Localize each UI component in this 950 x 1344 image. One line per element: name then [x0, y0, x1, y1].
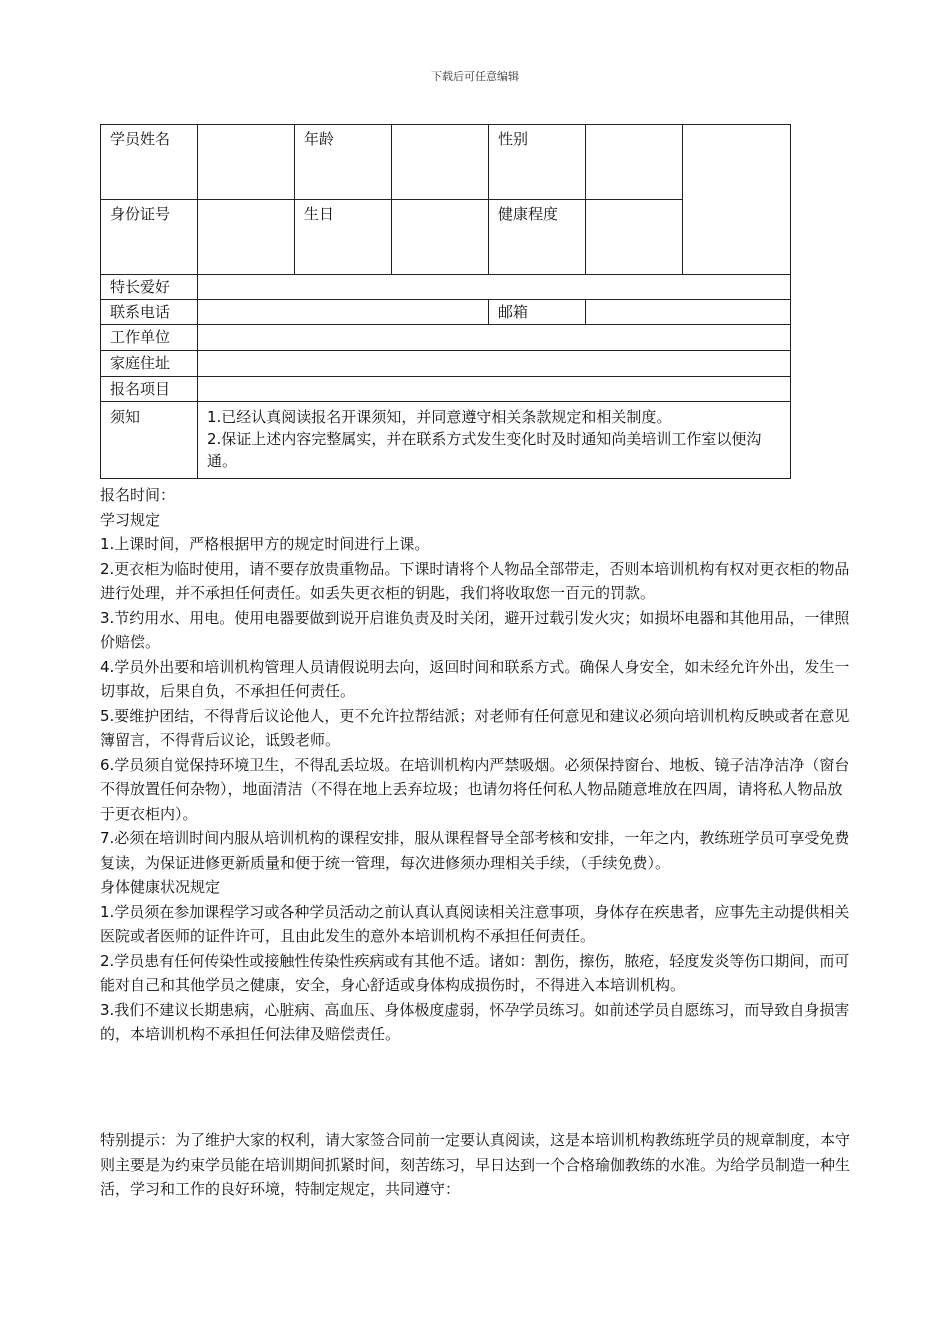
rule-item: 4.学员外出要和培训机构管理人员请假说明去向，返回时间和联系方式。确保人身安全，如未经允许外出，发生一切事故，后果自负，不承担任何责任。 [100, 657, 850, 700]
work-label: 工作单位 [101, 325, 198, 351]
photo-cell [683, 125, 791, 275]
notice-item: 2.保证上述内容完整属实，并在联系方式发生变化时及时通知尚美培训工作室以便沟通。 [207, 430, 762, 470]
special-notice-section [100, 1128, 852, 1202]
study-rules-title: 学习规定 [100, 510, 161, 529]
gender-label: 性别 [489, 125, 586, 200]
id-field[interactable] [198, 200, 295, 275]
health-rule-item: 3.我们不建议长期患病，心脏病、高血压、身体极度虚弱，怀孕学员练习。如前述学员自愿练习，而导致自身损害的，本培训机构不承担任何法律及赔偿责任。 [100, 1000, 850, 1043]
rules-section [100, 483, 852, 1047]
registration-form [100, 124, 791, 479]
birthday-field[interactable] [392, 200, 489, 275]
hobby-label: 特长爱好 [101, 275, 198, 300]
rule-item: 7.必须在培训时间内服从培训机构的课程安排，服从课程督导全部考核和安排，一年之内，教练班学员可享受免费复读，为保证进修更新质量和便于统一管理，每次进修须办理相关手续，（手续免费）。 [100, 829, 850, 872]
age-label: 年龄 [295, 125, 392, 200]
form-row [101, 402, 791, 479]
health-label: 健康程度 [489, 200, 586, 275]
rule-item: 1.上课时间，严格根据甲方的规定时间进行上课。 [100, 535, 430, 553]
hobby-field[interactable] [198, 275, 791, 300]
age-field[interactable] [392, 125, 489, 200]
form-row [101, 300, 791, 325]
project-field[interactable] [198, 377, 791, 402]
health-rules-title: 身体健康状况规定 [100, 878, 221, 896]
rule-item: 3.节约用水、用电。使用电器要做到说开启谁负责及时关闭，避开过载引发火灾；如损坏电器和其他用品，一律照价赔偿。 [100, 608, 850, 651]
rule-item: 2.更衣柜为临时使用，请不要存放贵重物品。下课时请将个人物品全部带走，否则本培训机构有权对更衣柜的物品进行处理，并不承担任何责任。如丢失更衣柜的钥匙，我们将收取您一百元的罚款。 [100, 559, 850, 602]
notice-label: 须知 [101, 402, 198, 479]
notice-item: 1.已经认真阅读报名开课须知，并同意遵守相关条款规定和相关制度。 [207, 408, 672, 426]
birthday-label: 生日 [295, 200, 392, 275]
email-label: 邮箱 [489, 300, 586, 325]
special-notice: 特别提示：为了维护大家的权利，请大家签合同前一定要认真阅读，这是本培训机构教练班学员的规章制度，本守则主要是为约束学员能在培训期间抓紧时间，刻苦练习，早日达到一个合格瑜伽教练的水准。为给学员制造一种生活，学习和工作的良好环境，特制定规定，共同遵守： [100, 1131, 851, 1198]
health-rule-item: 2.学员患有任何传染性或接触性传染性疾病或有其他不适。诸如：割伤，擦伤，脓疮，轻度发炎等伤口期间，而可能对自己和其他学员之健康，安全，身心舒适或身体构成损伤时，不得进入本培训机构。 [100, 951, 850, 994]
gender-field[interactable] [586, 125, 683, 200]
email-field[interactable] [586, 300, 791, 325]
page-header: 下载后可任意编辑 [431, 70, 519, 83]
form-row [101, 377, 791, 402]
address-field[interactable] [198, 351, 791, 377]
form-row [101, 351, 791, 377]
health-field[interactable] [586, 200, 683, 275]
name-label: 学员姓名 [101, 125, 198, 200]
work-field[interactable] [198, 325, 791, 351]
notice-content [198, 402, 791, 479]
address-label: 家庭住址 [101, 351, 198, 377]
rule-item: 5.要维护团结，不得背后议论他人，更不允许拉帮结派；对老师有任何意见和建议必须向培训机构反映或者在意见簿留言，不得背后议论，诋毁老师。 [100, 706, 850, 749]
phone-label: 联系电话 [101, 300, 198, 325]
id-label: 身份证号 [101, 200, 198, 275]
project-label: 报名项目 [101, 377, 198, 402]
registration-time: 报名时间： [100, 486, 176, 504]
health-rule-item: 1.学员须在参加课程学习或各种学员活动之前认真认真阅读相关注意事项，身体存在疾患者，应事先主动提供相关医院或者医师的证件许可，且由此发生的意外本培训机构不承担任何责任。 [100, 902, 850, 945]
form-row [101, 275, 791, 300]
form-row [101, 125, 791, 200]
rule-item: 6.学员须自觉保持环境卫生，不得乱丢垃圾。在培训机构内严禁吸烟。必须保持窗台、地板、镜子洁净洁净（窗台不得放置任何杂物），地面清洁（不得在地上丢弃垃圾；也请勿将任何私人物品随意堆放在四周，请将私人物品放于更衣柜内）。 [100, 755, 850, 823]
phone-field[interactable] [198, 300, 489, 325]
name-field[interactable] [198, 125, 295, 200]
form-row [101, 325, 791, 351]
